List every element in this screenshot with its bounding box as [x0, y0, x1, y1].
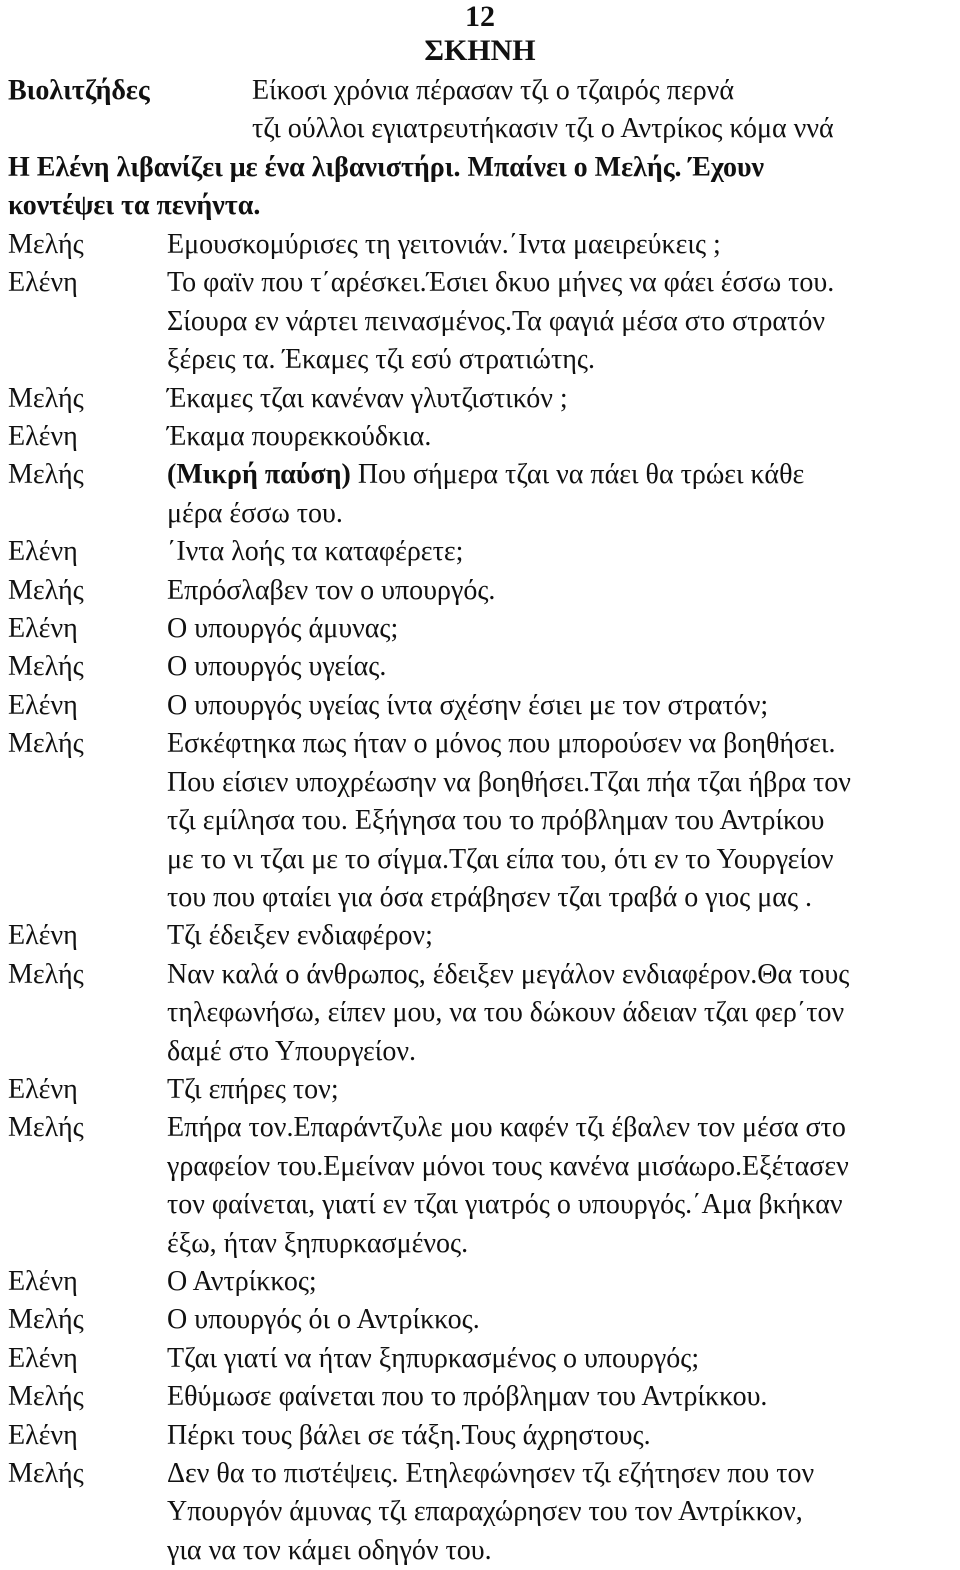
- speech-text: [167, 264, 953, 379]
- speech-line: [167, 917, 953, 955]
- speech-line: [167, 879, 953, 917]
- dialogue-turn: [8, 1417, 953, 1455]
- dialogue-turn: [8, 226, 953, 264]
- speech-segment: γραφείον του.Εμείναν μόνοι τους κανένα μισάωρο.Εξέτασεν: [167, 1150, 849, 1182]
- speaker-name: Ελένη: [8, 1265, 78, 1297]
- speech-segment: Επρόσλαβεν τον ο υπουργός.: [167, 574, 496, 606]
- speech-line: [167, 495, 953, 533]
- speaker-spacer: [8, 110, 252, 148]
- speech-segment: Ο υπουργός όι ο Αντρίκκος.: [167, 1304, 480, 1336]
- speaker-name: Μελής: [8, 728, 84, 760]
- speech-text: [167, 1263, 953, 1301]
- speech-segment: Τζι έδειξεν ενδιαφέρον;: [167, 920, 433, 952]
- speech-text: [167, 1071, 953, 1109]
- speech-text: [167, 456, 953, 533]
- speech-segment: Τζαι γιατί να ήταν ξηπυρκασμένος ο υπουργός;: [167, 1342, 700, 1374]
- dialogue-turn: [8, 1455, 953, 1570]
- speech-segment: Επήρα τον.Επαράντζυλε μου καφέν τζι έβαλεν τον μέσα στο: [167, 1112, 846, 1144]
- speech-segment: Ο Αντρίκκος;: [167, 1265, 317, 1297]
- speaker-name: Ελένη: [8, 1073, 78, 1105]
- speech-line: [167, 956, 953, 994]
- speech-segment: ΄Ιντα λοής τα καταφέρετε;: [167, 536, 464, 568]
- speech-line: [167, 1186, 953, 1224]
- speech-line: [167, 380, 953, 418]
- speech-segment: Εσκέφτηκα πως ήταν ο μόνος που μπορούσεν να βοηθήσει.: [167, 728, 836, 760]
- speaker-name: Ελένη: [8, 920, 78, 952]
- speech-line: [167, 1263, 953, 1301]
- speech-text: [167, 418, 953, 456]
- speech-text: [167, 610, 953, 648]
- speech-line: [167, 1378, 953, 1416]
- dialogue-turn: [8, 648, 953, 686]
- speaker-name: Βιολιτζήδες: [8, 75, 150, 106]
- speech-segment: τον φαίνεται, γιατί εν τζαι γιατρός ο υπουργός.΄Αμα βκήκαν: [167, 1189, 843, 1221]
- speech-text: [167, 572, 953, 610]
- speech-segment: τζι εμίλησα του. Εξήγησα του το πρόβλημαν του Αντρίκου: [167, 805, 825, 837]
- stage-direction: [8, 149, 948, 226]
- speaker-name: Ελένη: [8, 1419, 78, 1451]
- speech-line: [167, 1071, 953, 1109]
- speech-text: [167, 687, 953, 725]
- verse-line: Είκοσι χρόνια πέρασαν τζι ο τζαιρός περνά: [252, 75, 735, 106]
- speech-text: [167, 533, 953, 571]
- speaker-name: Μελής: [8, 1112, 84, 1144]
- speech-segment: Ναν καλά ο άνθρωπος, έδειξεν μεγάλον ενδιαφέρον.Θα τους: [167, 958, 850, 990]
- dialogue-turn: [8, 610, 953, 648]
- speech-segment: Υπουργόν άμυνας τζι επαραχώρησεν του τον Αντρίκκον,: [167, 1496, 803, 1528]
- speaker-name: Ελένη: [8, 421, 78, 453]
- stage-direction-line: Η Ελένη λιβανίζει με ένα λιβανιστήρι. Μπαίνει ο Μελής. Έχουν: [8, 152, 765, 183]
- speech-text: [167, 917, 953, 955]
- speech-line: [167, 226, 953, 264]
- speech-line: [167, 1148, 953, 1186]
- speech-segment: Έκαμα πουρεκκούδκια.: [167, 421, 432, 453]
- speech-segment: Που είσιεν υποχρέωσην να βοηθήσει.Τζαι πήα τζαι ήβρα τον: [167, 766, 851, 798]
- speaker-name: Μελής: [8, 1381, 84, 1413]
- speaker-name: Μελής: [8, 574, 84, 606]
- speaker-name: Μελής: [8, 651, 84, 683]
- speech-line: [167, 841, 953, 879]
- speech-line: [167, 1033, 953, 1071]
- dialogue-turn: [8, 1378, 953, 1416]
- speech-line: [167, 533, 953, 571]
- speech-segment: Εθύμωσε φαίνεται που το πρόβλημαν του Αντρίκκου.: [167, 1381, 768, 1413]
- dialogue-turn: [8, 725, 953, 917]
- speech-text: [167, 226, 953, 264]
- speaker-name: Μελής: [8, 382, 84, 414]
- speech-line: [167, 648, 953, 686]
- dialogue-turn: [8, 418, 953, 456]
- speech-text: [167, 1378, 953, 1416]
- speech-text: [167, 1340, 953, 1378]
- speech-segment: Ο υπουργός άμυνας;: [167, 613, 399, 645]
- speech-line: [167, 456, 953, 494]
- speech-line: [167, 764, 953, 802]
- speaker-name: Μελής: [8, 229, 84, 260]
- verse-row: [8, 72, 948, 110]
- speaker-name: Μελής: [8, 1458, 84, 1489]
- speech-segment: Τζι επήρες τον;: [167, 1073, 339, 1105]
- speech-segment: τηλεφωνήσω, είπεν μου, να του δώκουν άδειαν τζαι φερ΄τον: [167, 997, 845, 1029]
- speech-segment: Ο υπουργός υγείας ίντα σχέσην έσιει με τον στρατόν;: [167, 689, 769, 721]
- dialogue-turn: [8, 956, 953, 1071]
- page-number: 12: [465, 0, 495, 33]
- speaker-name: Ελένη: [8, 536, 78, 568]
- speech-line: [167, 1301, 953, 1339]
- speech-text: [167, 1455, 953, 1570]
- speech-segment: Δεν θα το πιστέψεις. Ετηλεφώνησεν τζι εζήτησεν που τον: [167, 1458, 815, 1489]
- dialogue-turn: [8, 1109, 953, 1263]
- speech-line: [167, 418, 953, 456]
- speech-text: [167, 648, 953, 686]
- speech-line: [167, 264, 953, 302]
- speech-text: [167, 956, 953, 1071]
- speech-segment: ξέρεις τα. Έκαμες τζι εσύ στρατιώτης.: [167, 344, 595, 376]
- speech-line: [167, 687, 953, 725]
- speech-segment: με το νι τζαι με το σίγμα.Τζαι είπα του, ότι εν το Υουργείον: [167, 843, 834, 875]
- speech-segment: έξω, ήταν ξηπυρκασμένος.: [167, 1227, 469, 1259]
- dialogue-turn: [8, 1340, 953, 1378]
- speech-line: [167, 1340, 953, 1378]
- dialogue-turn: [8, 572, 953, 610]
- speech-line: [167, 725, 953, 763]
- speech-text: [167, 725, 953, 917]
- speech-line: [167, 1109, 953, 1147]
- speech-segment: Έκαμες τζαι κανέναν γλυτζιστικόν ;: [167, 382, 568, 414]
- speaker-name: Ελένη: [8, 267, 78, 299]
- speech-line: [167, 1417, 953, 1455]
- speech-segment: Σίουρα εν νάρτει πεινασμένος.Τα φαγιά μέσα στο στρατόν: [167, 305, 825, 337]
- musicians-verse: [8, 72, 948, 149]
- dialogue: [8, 226, 953, 1570]
- dialogue-turn: [8, 1071, 953, 1109]
- speaker-name: Μελής: [8, 958, 84, 990]
- speech-text: [167, 1417, 953, 1455]
- speech-segment: μέρα έσσω του.: [167, 497, 343, 529]
- speech-segment: Το φαϊν που τ΄αρέσκει.Έσιει δκυο μήνες να φάει έσσω του.: [167, 267, 835, 299]
- verse-line: τζι ούλλοι εγιατρευτήκασιν τζι ο Αντρίκος κόμα ννά: [252, 113, 834, 145]
- speech-line: [167, 341, 953, 379]
- speech-text: [167, 380, 953, 418]
- speech-line: [167, 1493, 953, 1531]
- scene-title: ΣΚΗΝΗ: [424, 34, 536, 67]
- stage-direction-line: κοντέψει τα πενήντα.: [8, 190, 261, 222]
- speech-line: [167, 303, 953, 341]
- speech-line: [167, 1532, 953, 1570]
- speech-line: [167, 572, 953, 610]
- speaker-name: Ελένη: [8, 613, 78, 645]
- speech-line: [167, 1455, 953, 1493]
- speech-segment: για να τον κάμει οδηγόν του.: [167, 1534, 492, 1566]
- speaker-name: Μελής: [8, 1304, 84, 1336]
- speech-segment: δαμέ στο Υπουργείον.: [167, 1035, 416, 1067]
- speech-segment: Εμουσκομύρισες τη γειτονιάν.΄Ιντα μαειρεύκεις ;: [167, 229, 721, 260]
- stage-direction-inline: (Μικρή παύση): [167, 459, 351, 491]
- speech-text: [167, 1109, 953, 1263]
- speech-line: [167, 610, 953, 648]
- speech-segment: του που φταίει για όσα ετράβησεν τζαι τραβά ο γιος μας .: [167, 881, 813, 913]
- dialogue-turn: [8, 264, 953, 379]
- dialogue-turn: [8, 1263, 953, 1301]
- dialogue-turn: [8, 380, 953, 418]
- speech-line: [167, 802, 953, 840]
- speech-line: [167, 1225, 953, 1263]
- speech-text: [167, 1301, 953, 1339]
- speech-segment: Πέρκι τους βάλει σε τάξη.Τους άχρηστους.: [167, 1419, 651, 1451]
- dialogue-turn: [8, 1301, 953, 1339]
- dialogue-turn: [8, 687, 953, 725]
- speaker-name: Ελένη: [8, 1342, 78, 1374]
- verse-row: [8, 110, 948, 148]
- dialogue-turn: [8, 917, 953, 955]
- speaker-name: Μελής: [8, 459, 84, 491]
- speech-segment: Ο υπουργός υγείας.: [167, 651, 387, 683]
- speaker-name: Ελένη: [8, 689, 78, 721]
- dialogue-turn: [8, 533, 953, 571]
- speech-segment: Που σήμερα τζαι να πάει θα τρώει κάθε: [350, 459, 805, 491]
- dialogue-turn: [8, 456, 953, 533]
- speech-line: [167, 994, 953, 1032]
